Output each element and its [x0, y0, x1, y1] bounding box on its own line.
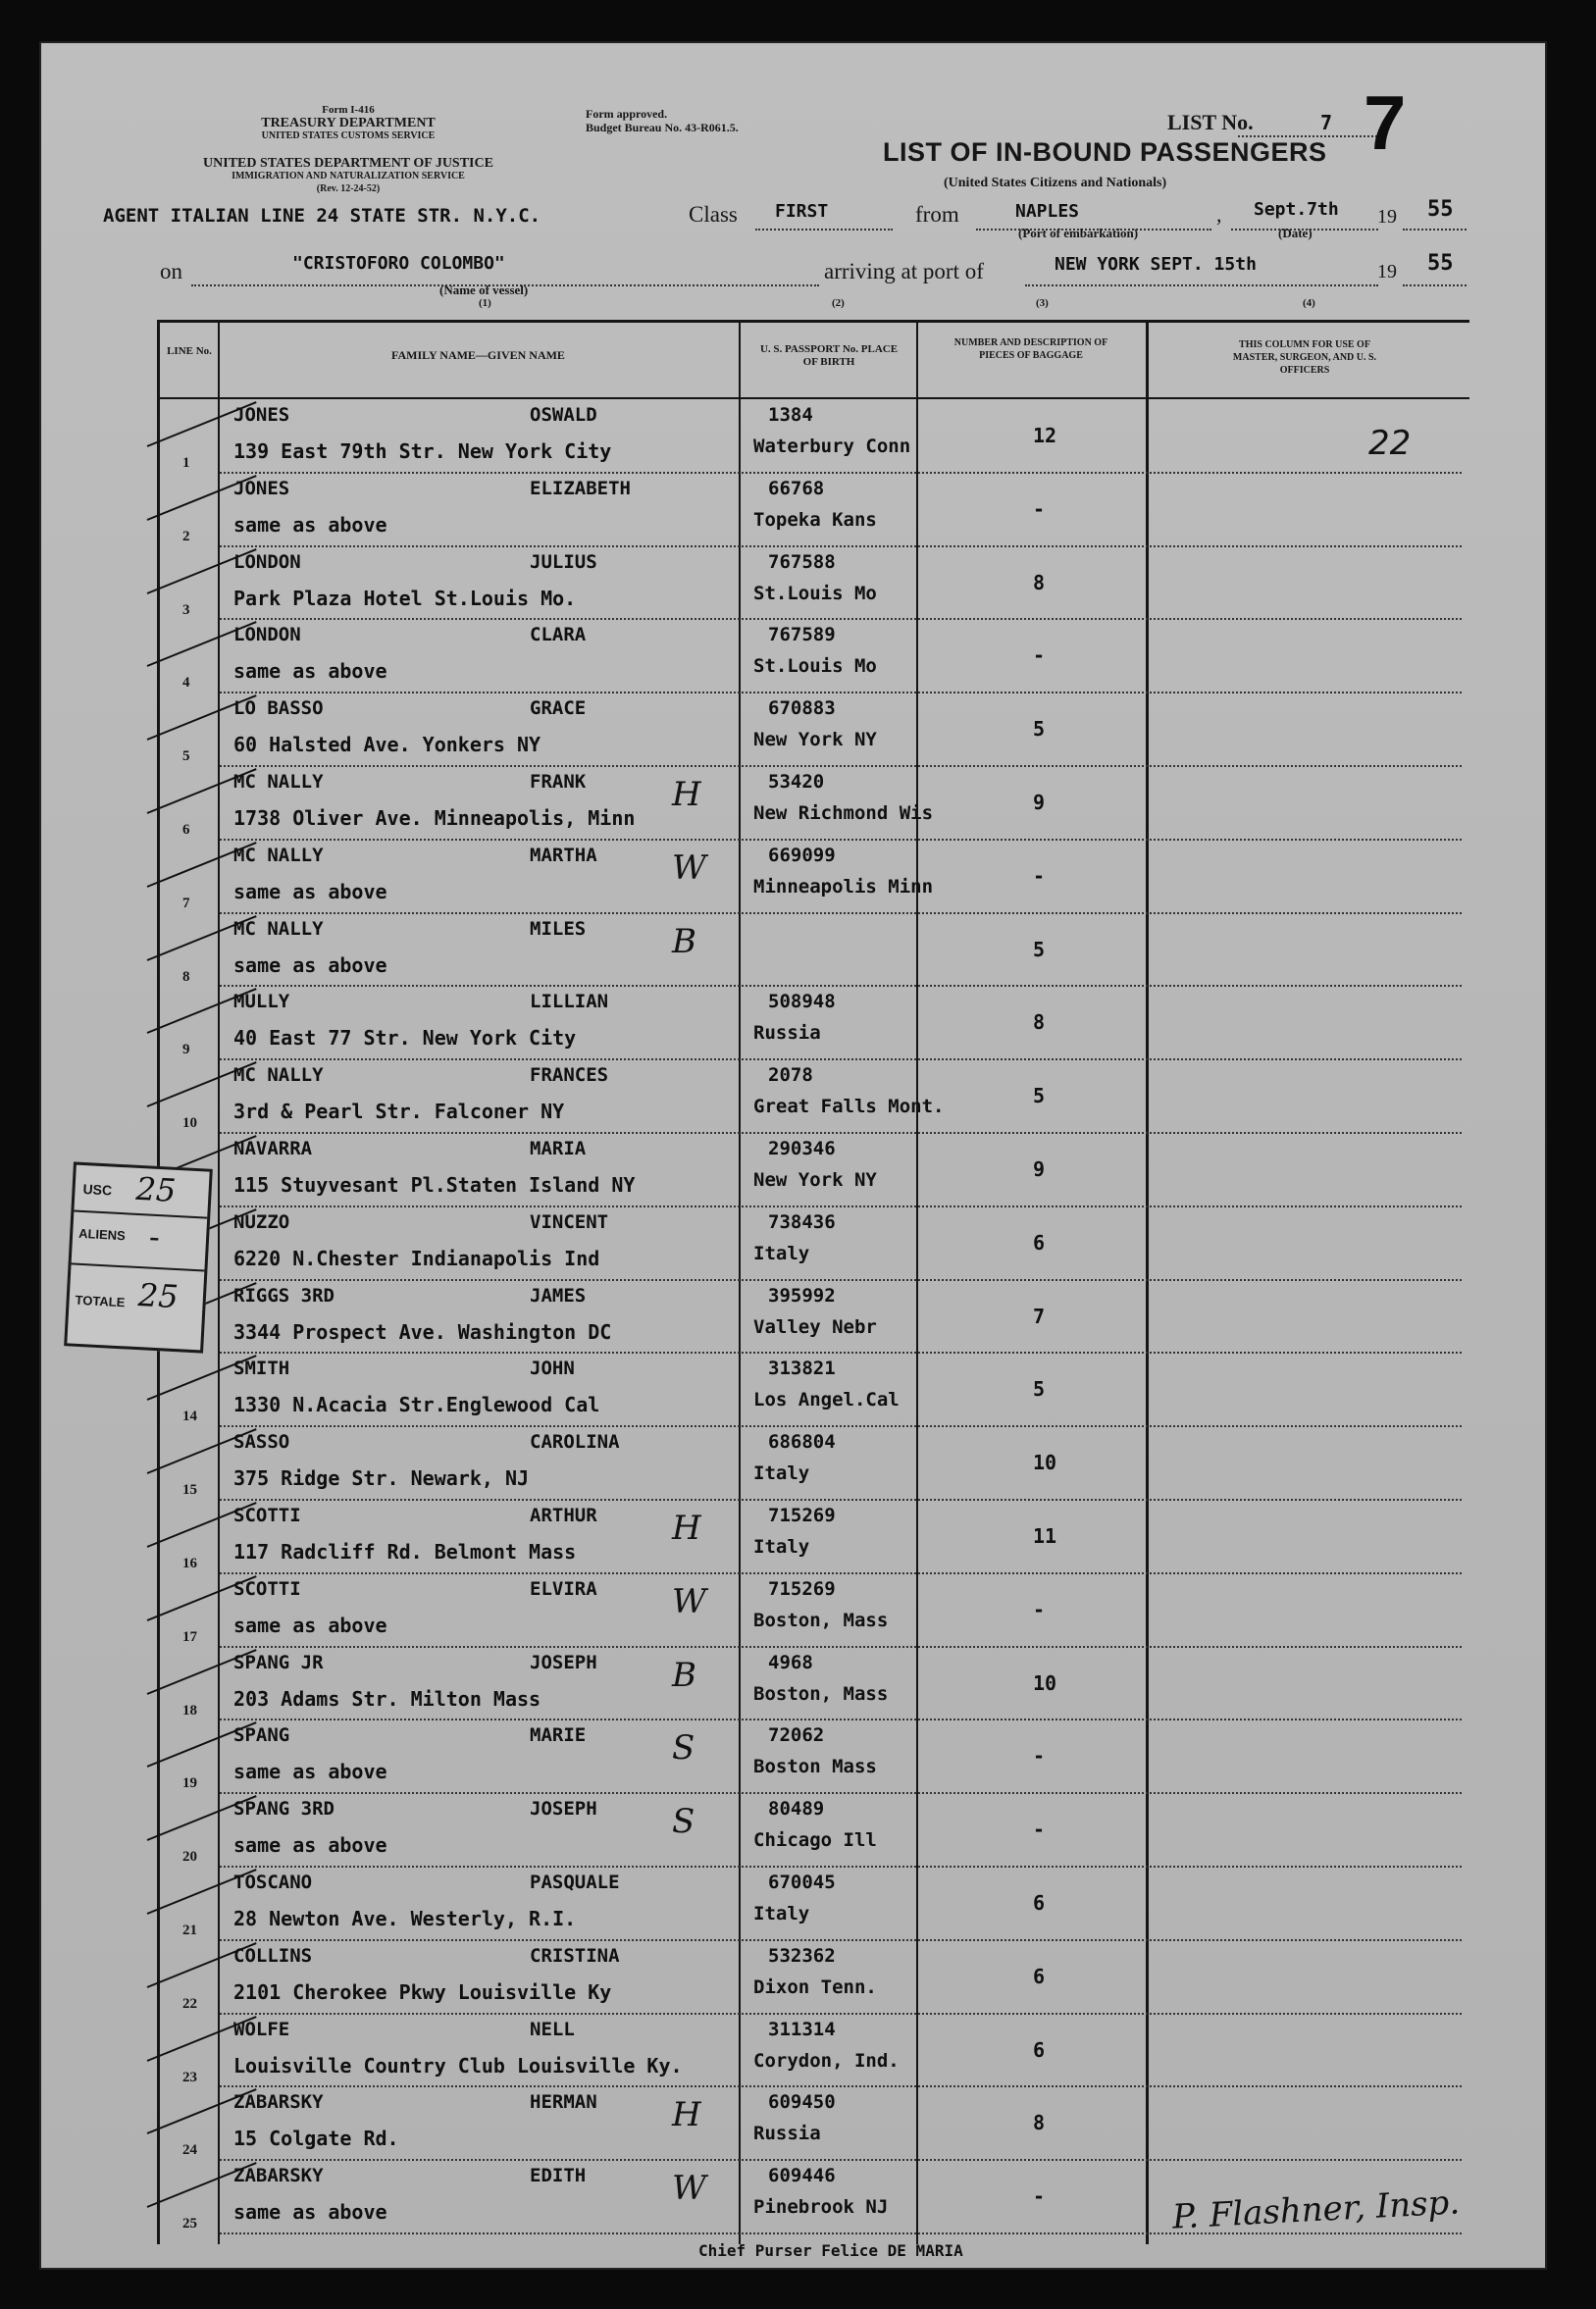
row-separator: [220, 839, 1462, 841]
stamp-usc-label: USC: [82, 1180, 113, 1199]
doj-line: IMMIGRATION AND NATURALIZATION SERVICE: [232, 171, 465, 181]
year-prefix: 19: [1377, 206, 1397, 228]
class-underline: [755, 229, 893, 231]
passport-number: 609446: [768, 2165, 836, 2187]
row-separator: [220, 2159, 1462, 2161]
passport-number: 313821: [768, 1358, 836, 1380]
given-name: ELVIRA: [530, 1577, 597, 1600]
handwritten-mark: B: [672, 921, 696, 961]
line-number: 19: [182, 1775, 197, 1792]
form-id-line: UNITED STATES CUSTOMS SERVICE: [261, 130, 436, 141]
stamp-total-value: 25: [137, 1276, 180, 1316]
line-number: 23: [182, 2069, 197, 2085]
address: 6220 N.Chester Indianapolis Ind: [233, 1246, 600, 1270]
from-value: NAPLES: [1015, 201, 1080, 222]
passport-number: 669099: [768, 844, 836, 866]
arriving-label: arriving at port of: [824, 259, 984, 283]
column-divider: [739, 320, 741, 2244]
family-name: LONDON: [233, 624, 301, 646]
place-of-birth: Topeka Kans: [753, 508, 877, 531]
list-no-typed: 7: [1320, 111, 1333, 134]
row-separator: [220, 1425, 1462, 1427]
row-separator: [220, 618, 1462, 620]
family-name: ZABARSKY: [233, 2165, 324, 2187]
vessel-value: "CRISTOFORO COLOMBO": [292, 253, 505, 274]
baggage-count: -: [1033, 1597, 1046, 1621]
approval-block: [586, 107, 739, 134]
family-name: MULLY: [233, 991, 290, 1013]
arriving-value: NEW YORK SEPT. 15th: [1055, 254, 1257, 275]
stamp-divider: [74, 1210, 207, 1219]
passport-number: 66768: [768, 477, 825, 499]
line-number: 1: [182, 455, 190, 471]
line-number: 2: [182, 528, 190, 544]
col-num-3: (3): [1036, 297, 1049, 309]
place-of-birth: Corydon, Ind.: [753, 2049, 900, 2072]
given-name: JULIUS: [530, 550, 597, 573]
given-name: MARIA: [530, 1138, 587, 1159]
line-number: 17: [182, 1628, 197, 1645]
row-separator: [220, 765, 1462, 767]
year-value: 55: [1427, 197, 1454, 222]
table-header-rule: [157, 397, 1469, 399]
place-of-birth: Boston, Mass: [753, 1682, 889, 1705]
row-separator: [220, 1572, 1462, 1574]
address: 2101 Cherokee Pkwy Louisville Ky: [233, 1979, 612, 2004]
address: same as above: [233, 512, 387, 537]
family-name: COLLINS: [233, 1944, 313, 1967]
line-number: 7: [182, 895, 190, 911]
handwritten-mark: B: [672, 1655, 696, 1695]
address: Park Plaza Hotel St.Louis Mo.: [233, 586, 577, 610]
arriving-underline: [1025, 284, 1378, 286]
baggage-count: 6: [1033, 1964, 1046, 1988]
passport-number: 767588: [768, 550, 836, 573]
family-name: RIGGS 3RD: [233, 1284, 335, 1307]
line-number: 14: [182, 1409, 197, 1425]
address: same as above: [233, 1760, 387, 1784]
stamp-usc-value: 25: [134, 1169, 178, 1209]
given-name: CRISTINA: [530, 1944, 620, 1967]
handwritten-mark: H: [672, 2095, 701, 2135]
handwritten-mark: H: [672, 775, 701, 814]
given-name: OSWALD: [530, 404, 597, 426]
passport-number: 532362: [768, 1944, 836, 1967]
family-name: NAVARRA: [233, 1138, 313, 1159]
given-name: ARTHUR: [530, 1505, 597, 1526]
given-name: CAROLINA: [530, 1431, 620, 1454]
stamp-total-label: TOTALE: [75, 1292, 126, 1310]
line-number: 16: [182, 1556, 197, 1571]
row-separator: [220, 1206, 1462, 1207]
officer-note: 22: [1368, 424, 1412, 463]
place-of-birth: Pinebrook NJ: [753, 2196, 889, 2219]
baggage-count: 5: [1033, 1084, 1046, 1108]
vessel-caption: (Name of vessel): [439, 282, 529, 297]
given-name: PASQUALE: [530, 1872, 620, 1893]
given-name: MARTHA: [530, 844, 597, 866]
address: same as above: [233, 1833, 387, 1858]
line-number: 20: [182, 1849, 197, 1866]
handwritten-mark: W: [672, 847, 706, 888]
address: same as above: [233, 879, 387, 903]
given-name: MILES: [530, 917, 587, 940]
family-name: WOLFE: [233, 2018, 290, 2040]
stamp-divider: [72, 1262, 205, 1271]
family-name: MC NALLY: [233, 771, 324, 793]
column-divider: [1146, 320, 1149, 2244]
list-no-handwritten: 7: [1364, 79, 1407, 166]
given-name: HERMAN: [530, 2091, 597, 2114]
place-of-birth: Italy: [753, 1462, 810, 1485]
doj-block: [147, 157, 549, 195]
column-divider: [916, 320, 918, 2244]
given-name: FRANK: [530, 771, 587, 793]
address: 1330 N.Acacia Str.Englewood Cal: [233, 1393, 600, 1417]
on-label: on: [160, 259, 182, 283]
family-name: LO BASSO: [233, 697, 324, 720]
stamp-aliens-value: -: [148, 1217, 161, 1257]
handwritten-mark: H: [672, 1509, 701, 1548]
given-name: GRACE: [530, 697, 587, 720]
place-of-birth: Dixon Tenn.: [753, 1975, 877, 1998]
passport-number: 715269: [768, 1505, 836, 1526]
passport-number: 508948: [768, 991, 836, 1013]
line-number: 4: [182, 675, 190, 692]
passport-number: 670045: [768, 1872, 836, 1893]
column-header-name: FAMILY NAME—GIVEN NAME: [391, 348, 565, 362]
passport-number: 53420: [768, 771, 825, 793]
given-name: ELIZABETH: [530, 477, 631, 499]
family-name: LONDON: [233, 550, 301, 573]
line-number: 5: [182, 748, 190, 765]
line-number: 18: [182, 1702, 197, 1719]
agent-text: AGENT ITALIAN LINE 24 STATE STR. N.Y.C.: [103, 205, 541, 227]
address: Louisville Country Club Louisville Ky.: [233, 2053, 683, 2078]
baggage-count: 5: [1033, 717, 1046, 742]
passport-number: 738436: [768, 1210, 836, 1233]
doj-line: (Rev. 12-24-52): [316, 183, 381, 194]
place-of-birth: Italy: [753, 1536, 810, 1558]
address: same as above: [233, 659, 387, 684]
count-stamp: [64, 1161, 213, 1353]
passport-number: 715269: [768, 1577, 836, 1600]
address: 139 East 79th Str. New York City: [233, 439, 612, 463]
given-name: CLARA: [530, 624, 587, 646]
baggage-count: 6: [1033, 1891, 1046, 1915]
row-separator: [220, 912, 1462, 914]
row-separator: [220, 1279, 1462, 1281]
handwritten-mark: S: [672, 1728, 695, 1769]
address: 60 Halsted Ave. Yonkers NY: [233, 733, 541, 757]
address: 15 Colgate Rd.: [233, 2127, 399, 2151]
row-separator: [220, 1939, 1462, 1941]
given-name: EDITH: [530, 2165, 587, 2187]
line-number: 25: [182, 2216, 197, 2232]
passport-number: 670883: [768, 697, 836, 720]
place-of-birth: Great Falls Mont.: [753, 1096, 945, 1118]
col-num-4: (4): [1303, 297, 1315, 309]
place-of-birth: New York NY: [753, 729, 877, 751]
row-separator: [220, 692, 1462, 693]
address: 40 East 77 Str. New York City: [233, 1026, 577, 1051]
address: 115 Stuyvesant Pl.Staten Island NY: [233, 1173, 636, 1197]
row-separator: [220, 2085, 1462, 2087]
baggage-count: -: [1033, 1818, 1046, 1842]
baggage-count: -: [1033, 1744, 1046, 1769]
given-name: MARIE: [530, 1724, 587, 1747]
place-of-birth: New York NY: [753, 1169, 877, 1191]
passport-number: 609450: [768, 2091, 836, 2114]
baggage-count: -: [1033, 863, 1046, 888]
passport-number: 4968: [768, 1651, 813, 1673]
year-prefix-2: 19: [1377, 261, 1397, 282]
family-name: MC NALLY: [233, 917, 324, 940]
year-value-2: 55: [1427, 251, 1454, 276]
handwritten-mark: W: [672, 2169, 706, 2209]
place-of-birth: New Richmond Wis: [753, 802, 934, 824]
column-header-baggage: NUMBER AND DESCRIPTION OF PIECES OF BAGGAGE: [953, 337, 1108, 361]
family-name: SCOTTI: [233, 1577, 301, 1600]
address: 28 Newton Ave. Westerly, R.I.: [233, 1907, 577, 1930]
address: same as above: [233, 2200, 387, 2225]
class-label: Class: [689, 202, 738, 227]
row-separator: [220, 1866, 1462, 1868]
address: 1738 Oliver Ave. Minneapolis, Minn: [233, 806, 636, 830]
place-of-birth: Valley Nebr: [753, 1315, 877, 1338]
row-separator: [220, 1352, 1462, 1354]
line-number: 3: [182, 601, 190, 618]
line-number: 8: [182, 968, 190, 985]
row-separator: [220, 1719, 1462, 1720]
baggage-count: 6: [1033, 2037, 1046, 2062]
row-separator: [220, 472, 1462, 474]
baggage-count: 9: [1033, 791, 1046, 814]
baggage-count: 9: [1033, 1157, 1046, 1181]
passport-number: 72062: [768, 1724, 825, 1747]
row-separator: [220, 985, 1462, 987]
column-divider: [218, 320, 220, 2244]
port-caption: (Port of embarkation): [1018, 226, 1139, 240]
baggage-count: 8: [1033, 570, 1046, 594]
place-of-birth: St.Louis Mo: [753, 582, 877, 604]
page-subtitle: (United States Citizens and Nationals): [944, 176, 1167, 190]
baggage-count: -: [1033, 496, 1046, 521]
given-name: FRANCES: [530, 1064, 609, 1087]
family-name: TOSCANO: [233, 1872, 313, 1893]
comma: ,: [1216, 202, 1222, 227]
baggage-count: 8: [1033, 1010, 1046, 1035]
row-separator: [220, 2232, 1462, 2234]
column-header-line-no: LINE No.: [167, 345, 212, 357]
baggage-count: 5: [1033, 937, 1046, 961]
given-name: JOHN: [530, 1358, 575, 1380]
line-number: 9: [182, 1042, 190, 1058]
baggage-count: 10: [1033, 1670, 1057, 1695]
line-number: 10: [182, 1115, 197, 1132]
address: 203 Adams Str. Milton Mass: [233, 1686, 541, 1711]
date-caption: (Date): [1278, 226, 1313, 240]
date-value: Sept.7th: [1254, 199, 1339, 220]
passport-number: 80489: [768, 1798, 825, 1821]
passport-number: 395992: [768, 1284, 836, 1307]
place-of-birth: Boston Mass: [753, 1756, 877, 1778]
year-underline: [1403, 229, 1467, 231]
baggage-count: 12: [1033, 424, 1057, 447]
class-value: FIRST: [775, 201, 829, 222]
given-name: JAMES: [530, 1284, 587, 1307]
baggage-count: 10: [1033, 1451, 1057, 1475]
row-separator: [220, 1058, 1462, 1060]
address: 3rd & Pearl Str. Falconer NY: [233, 1100, 565, 1124]
col-num-2: (2): [832, 297, 845, 309]
doj-line: UNITED STATES DEPARTMENT OF JUSTICE: [203, 156, 493, 171]
family-name: SPANG 3RD: [233, 1798, 335, 1821]
row-separator: [220, 1646, 1462, 1648]
family-name: NUZZO: [233, 1210, 290, 1233]
family-name: MC NALLY: [233, 844, 324, 866]
handwritten-mark: S: [672, 1802, 695, 1842]
row-separator: [220, 2013, 1462, 2015]
family-name: SMITH: [233, 1358, 290, 1380]
family-name: SPANG JR: [233, 1651, 324, 1673]
form-id-line: TREASURY DEPARTMENT: [261, 116, 436, 130]
col-num-1: (1): [479, 297, 491, 309]
place-of-birth: Italy: [753, 1242, 810, 1264]
row-separator: [220, 1792, 1462, 1794]
given-name: LILLIAN: [530, 991, 609, 1013]
family-name: SPANG: [233, 1724, 290, 1747]
form-id-line: Form I-416: [322, 104, 375, 116]
stamp-aliens-label: ALIENS: [77, 1225, 127, 1244]
line-number: 22: [182, 1995, 197, 2012]
approval-line: Budget Bureau No. 43-R061.5.: [586, 121, 739, 134]
family-name: MC NALLY: [233, 1064, 324, 1087]
address: 117 Radcliff Rd. Belmont Mass: [233, 1540, 577, 1564]
given-name: JOSEPH: [530, 1651, 597, 1673]
address: 3344 Prospect Ave. Washington DC: [233, 1319, 612, 1344]
row-separator: [220, 545, 1462, 547]
baggage-count: -: [1033, 643, 1046, 668]
baggage-count: 11: [1033, 1524, 1057, 1548]
row-separator: [220, 1499, 1462, 1501]
place-of-birth: Italy: [753, 1903, 810, 1924]
passport-number: 1384: [768, 404, 813, 426]
baggage-count: 8: [1033, 2111, 1046, 2135]
given-name: JOSEPH: [530, 1798, 597, 1821]
address: same as above: [233, 952, 387, 977]
line-number: 6: [182, 822, 190, 838]
approval-line: Form approved.: [586, 107, 668, 121]
family-name: ZABARSKY: [233, 2091, 324, 2114]
place-of-birth: Waterbury Conn: [753, 436, 911, 457]
address: 375 Ridge Str. Newark, NJ: [233, 1466, 530, 1491]
place-of-birth: Los Angel.Cal: [753, 1389, 900, 1411]
form-id-block: [226, 104, 471, 142]
baggage-count: 6: [1033, 1230, 1046, 1255]
place-of-birth: Boston, Mass: [753, 1609, 889, 1631]
given-name: NELL: [530, 2018, 575, 2040]
page-title: LIST OF IN-BOUND PASSENGERS: [883, 137, 1327, 167]
passport-number: 686804: [768, 1431, 836, 1454]
line-number: 21: [182, 1923, 197, 1938]
family-name: JONES: [233, 404, 290, 426]
column-header-officers: THIS COLUMN FOR USE OF MASTER, SURGEON, AND U. S. OFFICERS: [1232, 339, 1377, 376]
passport-number: 2078: [768, 1064, 813, 1087]
column-header-passport: U. S. PASSPORT No. PLACE OF BIRTH: [759, 343, 899, 368]
family-name: SCOTTI: [233, 1505, 301, 1526]
family-name: JONES: [233, 477, 290, 499]
baggage-count: -: [1033, 2184, 1046, 2209]
passport-number: 311314: [768, 2018, 836, 2040]
year-underline-2: [1403, 284, 1467, 286]
place-of-birth: Chicago Ill: [753, 1829, 877, 1852]
passport-number: 290346: [768, 1138, 836, 1159]
family-name: SASSO: [233, 1431, 290, 1454]
baggage-count: 5: [1033, 1377, 1046, 1402]
list-no-label: LIST No.: [1167, 110, 1254, 134]
place-of-birth: St.Louis Mo: [753, 655, 877, 678]
baggage-count: 7: [1033, 1304, 1046, 1328]
handwritten-mark: W: [672, 1581, 706, 1621]
passport-number: 767589: [768, 624, 836, 646]
place-of-birth: Minneapolis Minn: [753, 875, 934, 898]
from-label: from: [915, 202, 959, 227]
inspector-signature: P. Flashner, Insp.: [1171, 2182, 1462, 2237]
line-number: 24: [182, 2142, 197, 2159]
line-number: 15: [182, 1482, 197, 1499]
place-of-birth: Russia: [753, 2123, 821, 2145]
place-of-birth: Russia: [753, 1022, 821, 1045]
address: same as above: [233, 1613, 387, 1637]
row-separator: [220, 1132, 1462, 1134]
table-top-rule: [157, 320, 1469, 323]
footer-purser: Chief Purser Felice DE MARIA: [698, 2241, 963, 2260]
given-name: VINCENT: [530, 1210, 609, 1233]
